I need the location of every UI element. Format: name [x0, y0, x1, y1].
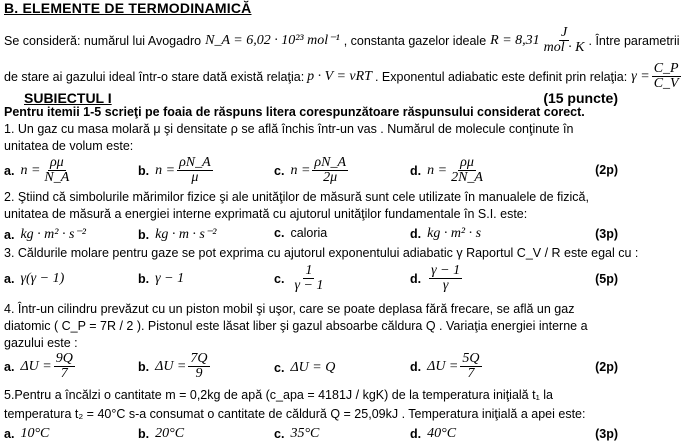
q2-option-b[interactable] — [138, 226, 216, 243]
option-fraction — [429, 264, 462, 293]
option-label: b. — [138, 272, 150, 286]
fraction-den: 7 — [60, 366, 68, 381]
gamma-fraction — [652, 62, 681, 91]
intro-line2-b: . Exponentul adiabatic este definit prin relaţia: — [374, 69, 628, 84]
option-label: b. — [138, 427, 150, 441]
option-text: 35°C — [290, 426, 320, 441]
question-2-line-1: 2. Ştiind că simbolurile mărimilor fizice şi ale unităţilor de măsură sunt cele utilizate în manualele de fizică, — [4, 190, 589, 204]
q2-points: (3p) — [595, 227, 618, 241]
option-text: kg · m² · s⁻² — [20, 227, 86, 242]
fraction-den: 2μ — [323, 170, 338, 185]
q1-points: (2p) — [595, 163, 618, 177]
q4-option-b[interactable] — [138, 352, 212, 381]
option-label: d. — [410, 271, 422, 286]
option-label: c. — [274, 361, 285, 375]
fraction-den: μ — [191, 170, 199, 185]
question-5-line-2: temperatura t₂ = 40°C s-a consumat o cantitate de căldură Q = 25,09kJ . Temperatura iniţială a apei este: — [4, 407, 586, 421]
question-5-line-1: 5.Pentru a încălzi o cantitate m = 0,2kg de apă (c_apa = 4181J / kgK) de la temperatura iniţială t₁ la — [4, 388, 553, 402]
option-label: b. — [138, 359, 150, 374]
option-prefix: n = — [155, 162, 176, 178]
gamma-den: C_V — [653, 76, 679, 91]
option-text: 40°C — [427, 426, 457, 441]
option-label: c. — [274, 427, 285, 441]
intro-line-1 — [4, 25, 680, 55]
option-prefix: ΔU = — [20, 358, 52, 374]
option-fraction — [449, 156, 485, 185]
option-fraction — [460, 352, 481, 381]
q1-option-b[interactable] — [138, 156, 215, 185]
fraction-den: N_A — [44, 170, 70, 185]
option-prefix: n = — [20, 162, 41, 178]
option-fraction — [312, 156, 348, 185]
q5-option-a[interactable] — [4, 426, 49, 442]
q5-option-c[interactable] — [274, 426, 319, 442]
fraction-den: γ − 1 — [294, 278, 324, 293]
option-label: a. — [4, 359, 15, 374]
option-label: b. — [138, 163, 150, 178]
fraction-num: 9Q — [55, 351, 73, 366]
option-text: 20°C — [155, 426, 185, 441]
question-4-line-3: gazului este : — [4, 336, 78, 350]
q5-points: (3p) — [595, 427, 618, 441]
option-label: a. — [4, 272, 15, 286]
option-label: d. — [410, 163, 422, 178]
q1-option-c[interactable] — [274, 156, 350, 185]
subject-points: (15 puncte) — [543, 90, 618, 106]
q5-option-d[interactable] — [410, 426, 456, 442]
intro-line2-a: de stare ai gazului ideal într-o stare dată există relaţia: — [4, 69, 305, 84]
q2-option-c[interactable] — [274, 226, 327, 240]
option-fraction — [54, 352, 75, 381]
option-prefix: ΔU = — [155, 358, 187, 374]
option-text: 10°C — [20, 426, 50, 441]
option-label: c. — [274, 163, 285, 178]
option-label: a. — [4, 427, 15, 441]
intro-line-2 — [4, 61, 679, 91]
gamma-num: C_P — [653, 61, 679, 76]
option-label: c. — [274, 226, 285, 240]
fraction-num: 7Q — [190, 351, 208, 366]
state-relation: p · V = νRT — [307, 68, 372, 84]
fraction-num: ρμ — [460, 155, 474, 170]
option-label: c. — [274, 271, 285, 286]
option-prefix: n = — [427, 162, 448, 178]
gas-constant-fraction — [542, 26, 587, 55]
option-text: kg · m · s⁻² — [155, 227, 217, 242]
option-label: d. — [410, 359, 422, 374]
intro-part3: . Între parametrii — [588, 33, 680, 48]
q3-points: (5p) — [595, 272, 618, 286]
question-3-line-1: 3. Căldurile molare pentru gaze se pot exprima cu ajutorul exponentului adiabatic γ Raportul C_V / R este egal cu : — [4, 246, 639, 260]
question-4-line-1: 4. Într-un cilindru prevăzut cu un piston mobil şi uşor, care se poate deplasa fără frecare, se află un gaz — [4, 302, 575, 316]
fraction-num: γ − 1 — [431, 263, 461, 278]
option-text: γ − 1 — [155, 271, 185, 286]
fraction-num: ρN_A — [314, 155, 346, 170]
fraction-den: γ — [442, 278, 449, 293]
section-title: B. ELEMENTE DE TERMODINAMICĂ — [4, 0, 252, 16]
fraction-num: 5Q — [462, 351, 480, 366]
q1-option-a[interactable] — [4, 156, 73, 185]
gas-constant-den: mol · K — [543, 40, 585, 55]
fraction-den: 2N_A — [451, 170, 483, 185]
q4-points: (2p) — [595, 360, 618, 374]
question-2-line-2: unitatea de măsură a energiei interne exprimată cu ajutorul unităţilor fundamentale în S.I. este: — [4, 207, 528, 221]
option-label: b. — [138, 227, 150, 242]
fraction-num: ρN_A — [179, 155, 211, 170]
option-text: kg · m² · s — [427, 226, 482, 241]
option-label: a. — [4, 227, 15, 242]
q4-option-a[interactable] — [4, 352, 77, 381]
question-1-line-2: unitatea de volum este: — [4, 139, 134, 153]
instructions: Pentru itemii 1-5 scrieţi pe foaia de răspuns litera corespunzătoare răspunsului considerat corect. — [4, 105, 585, 119]
subject-title: SUBIECTUL I — [24, 90, 112, 106]
q1-option-d[interactable] — [410, 156, 487, 185]
fraction-num: ρμ — [49, 155, 64, 170]
avogadro-value: N_A = 6,02 · 10²³ mol⁻¹ — [205, 33, 340, 48]
fraction-den: 9 — [195, 366, 203, 381]
q3-option-d[interactable] — [410, 264, 464, 293]
option-fraction — [292, 264, 325, 293]
option-fraction — [42, 156, 71, 185]
option-label: a. — [4, 163, 15, 178]
fraction-den: 7 — [467, 366, 475, 381]
intro-part1: Se consideră: numărul lui Avogadro — [4, 33, 202, 48]
gas-constant-left: R = 8,31 — [490, 32, 540, 48]
gas-constant-num: J — [560, 25, 568, 40]
option-label: d. — [410, 427, 422, 441]
option-label: d. — [410, 227, 422, 241]
option-text: caloria — [290, 226, 328, 240]
question-1-line-1: 1. Un gaz cu masa molară μ şi densitate ρ se află închis într-un vas . Numărul de molecule conţinute în — [4, 122, 574, 136]
q3-option-b[interactable] — [138, 271, 184, 287]
option-prefix: ΔU = — [427, 358, 459, 374]
gamma-left: γ = — [631, 68, 650, 84]
fraction-num: 1 — [305, 263, 313, 278]
option-text: γ(γ − 1) — [20, 271, 65, 286]
option-fraction — [177, 156, 213, 185]
q2-option-d[interactable] — [410, 226, 481, 242]
q4-option-c[interactable] — [274, 360, 335, 376]
q5-option-b[interactable] — [138, 426, 184, 442]
option-prefix: n = — [290, 162, 311, 178]
option-fraction — [188, 352, 209, 381]
q3-option-a[interactable] — [4, 271, 64, 287]
question-4-line-2: diatomic ( C_P = 7R / 2 ). Pistonul este lăsat liber şi gazul absoarbe căldura Q . Variaţia energiei interne a — [4, 319, 588, 333]
intro-part2: , constanta gazelor ideale — [343, 33, 487, 48]
option-text: ΔU = Q — [290, 360, 336, 375]
q4-option-d[interactable] — [410, 352, 484, 381]
q3-option-c[interactable] — [274, 264, 327, 293]
q2-option-a[interactable] — [4, 226, 86, 243]
